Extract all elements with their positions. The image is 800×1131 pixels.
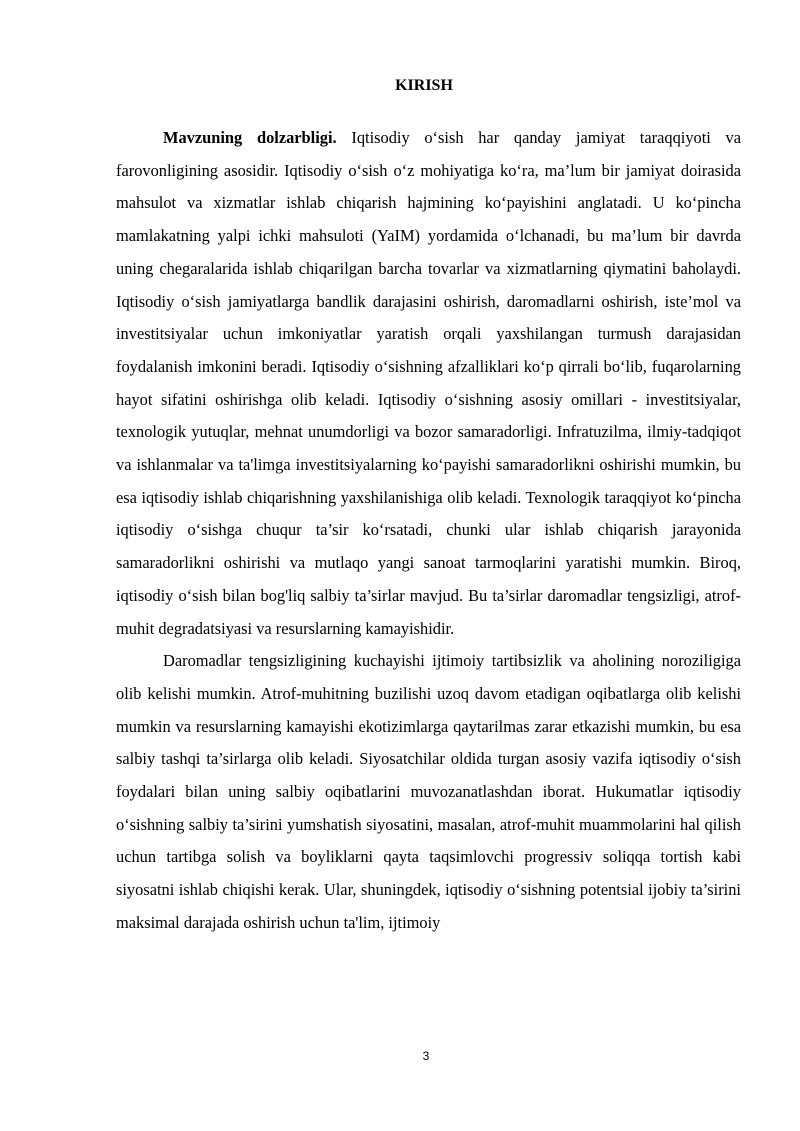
- paragraph-relevance: [116, 122, 741, 645]
- paragraph-text: Daromadlar tengsizligining kuchayishi ijtimoiy tartibsizlik va aholining noroziligiga olib kelishi mumkin. Atrof-muhitning buzilishi uzoq davom etadigan oqibatlarga olib kelishi mumkin va resurslarning kamayishi ekotizimlarga qaytarilmas zarar etkazishi mumkin, bu esa salbiy tashqi ta’sirlarga olib keladi. Siyosatchilar oldida turgan asosiy vazifa iqtisodiy o‘sish foydalari bilan uning salbiy oqibatlarini muvozanatlashdan iborat. Hukumatlar iqtisodiy o‘sishning salbiy ta’sirini yumshatish siyosatini, masalan, atrof-muhit muammolarini hal qilish uchun tartibga solish va boyliklarni qayta taqsimlovchi progressiv soliqqa tortish kabi siyosatni ishlab chiqishi kerak. Ular, shuningdek, iqtisodiy o‘sishning potentsial ijobiy ta’sirini maksimal darajada oshirish uchun ta'lim, ijtimoiy: [116, 651, 741, 932]
- paragraph-lead: Mavzuning dolzarbligi.: [163, 128, 337, 147]
- paragraph-text: Iqtisodiy o‘sish har qanday jamiyat taraqqiyoti va farovonligining asosidir. Iqtisodiy o‘sish o‘z mohiyatiga ko‘ra, ma’lum bir jamiyat doirasida mahsulot va xizmatlar ishlab chiqarish hajmining ko‘payishini anglatadi. U ko‘pincha mamlakatning yalpi ichki mahsuloti (YaIM) yordamida o‘lchanadi, bu ma’lum bir davrda uning chegaralarida ishlab chiqarilgan barcha tovarlar va xizmatlarning qiymatini baholaydi. Iqtisodiy o‘sish jamiyatlarga bandlik darajasini oshirish, daromadlarni oshirish, iste’mol va investitsiyalar uchun imkoniyatlar yaratish orqali yaxshilangan turmush darajasidan foydalanish imkonini beradi. Iqtisodiy o‘sishning afzalliklari ko‘p qirrali bo‘lib, fuqarolarning hayot sifatini oshirishga olib keladi. Iqtisodiy o‘sishning asosiy omillari - investitsiyalar, texnologik yutuqlar, mehnat unumdorligi va bozor samaradorligi. Infratuzilma, ilmiy-tadqiqot va ishlanmalar va ta'limga investitsiyalarning ko‘payishi samaradorlikni oshirishi mumkin, bu esa iqtisodiy ishlab chiqarishning yaxshilanishiga olib keladi. Texnologik taraqqiyot ko‘pincha iqtisodiy o‘sishga chuqur ta’sir ko‘rsatadi, chunki ular ishlab chiqarish jarayonida samaradorlikni oshirishi va mutlaqo yangi sanoat tarmoqlarini yaratishi mumkin. Biroq, iqtisodiy o‘sish bilan bog'liq salbiy ta’sirlar mavjud. Bu ta’sirlar daromadlar tengsizligi, atrof-muhit degradatsiyasi va resurslarning kamayishidir.: [116, 128, 742, 638]
- paragraph-income-inequality: [116, 645, 741, 939]
- section-title: KIRISH: [395, 77, 453, 94]
- page-number: 3: [422, 1049, 430, 1063]
- document-body: [116, 122, 741, 940]
